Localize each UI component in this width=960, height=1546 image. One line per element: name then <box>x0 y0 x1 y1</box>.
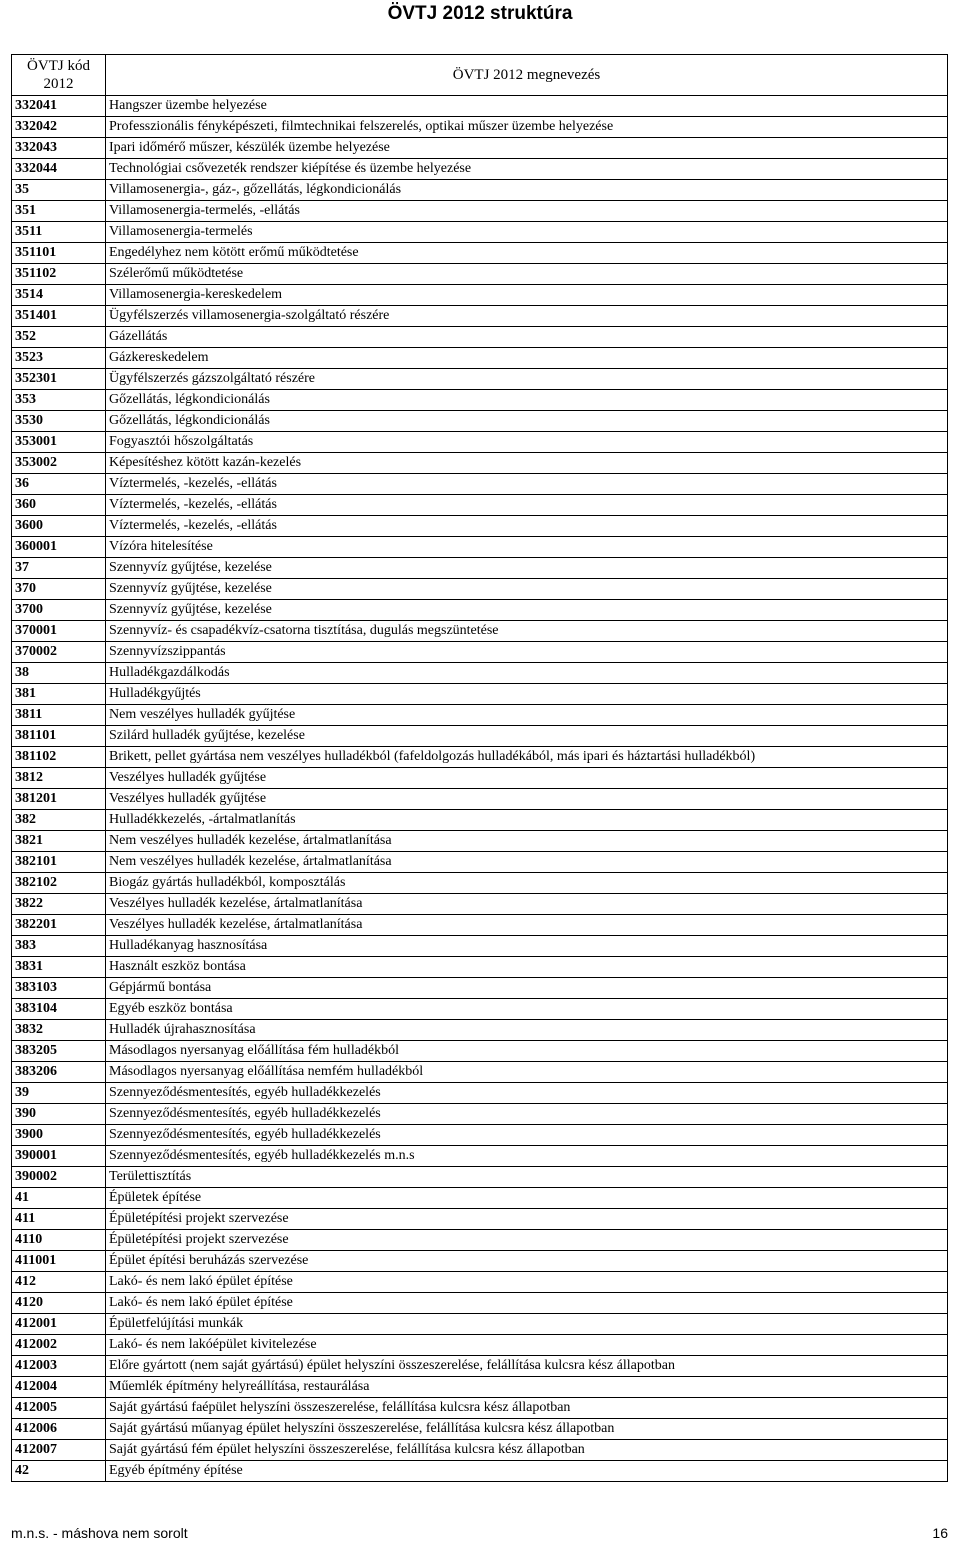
row-name: Lakó- és nem lakó épület építése <box>106 1293 948 1314</box>
table-row <box>12 537 948 558</box>
row-code: 3600 <box>12 516 106 537</box>
row-name: Másodlagos nyersanyag előállítása fém hulladékból <box>106 1041 948 1062</box>
table-row <box>12 285 948 306</box>
table-row <box>12 306 948 327</box>
row-code: 351401 <box>12 306 106 327</box>
row-name: Ügyfélszerzés villamosenergia-szolgáltató részére <box>106 306 948 327</box>
row-code: 412 <box>12 1272 106 1293</box>
row-code: 390 <box>12 1104 106 1125</box>
table-row <box>12 1293 948 1314</box>
table-row <box>12 1251 948 1272</box>
row-name: Épületépítési projekt szervezése <box>106 1230 948 1251</box>
row-code: 383 <box>12 936 106 957</box>
table-row <box>12 348 948 369</box>
table-row <box>12 579 948 600</box>
row-code: 352301 <box>12 369 106 390</box>
row-code: 3821 <box>12 831 106 852</box>
table-row <box>12 327 948 348</box>
row-code: 412005 <box>12 1398 106 1419</box>
row-code: 3832 <box>12 1020 106 1041</box>
row-name: Használt eszköz bontása <box>106 957 948 978</box>
table-row <box>12 957 948 978</box>
table-row <box>12 1335 948 1356</box>
header-code-line2: 2012 <box>43 76 74 92</box>
row-code: 3812 <box>12 768 106 789</box>
row-name: Szennyvíz gyűjtése, kezelése <box>106 579 948 600</box>
row-code: 412001 <box>12 1314 106 1335</box>
row-code: 382102 <box>12 873 106 894</box>
row-code: 332041 <box>12 96 106 117</box>
row-name: Gázkereskedelem <box>106 348 948 369</box>
row-code: 4120 <box>12 1293 106 1314</box>
row-code: 332043 <box>12 138 106 159</box>
table-row <box>12 915 948 936</box>
row-code: 353002 <box>12 453 106 474</box>
table-row <box>12 222 948 243</box>
row-code: 41 <box>12 1188 106 1209</box>
row-code: 332042 <box>12 117 106 138</box>
row-code: 383104 <box>12 999 106 1020</box>
table-row <box>12 621 948 642</box>
table-row <box>12 894 948 915</box>
row-code: 381101 <box>12 726 106 747</box>
row-code: 37 <box>12 558 106 579</box>
row-code: 351101 <box>12 243 106 264</box>
row-name: Vízóra hitelesítése <box>106 537 948 558</box>
row-code: 383103 <box>12 978 106 999</box>
row-name: Gépjármű bontása <box>106 978 948 999</box>
row-name: Nem veszélyes hulladék kezelése, ártalmatlanítása <box>106 852 948 873</box>
table-row <box>12 390 948 411</box>
table-row <box>12 495 948 516</box>
row-code: 382 <box>12 810 106 831</box>
row-name: Hulladékkezelés, -ártalmatlanítás <box>106 810 948 831</box>
row-name: Szélerőmű működtetése <box>106 264 948 285</box>
row-name: Saját gyártású műanyag épület helyszíni összeszerelése, felállítása kulcsra kész állapotban <box>106 1419 948 1440</box>
row-code: 3700 <box>12 600 106 621</box>
table-row <box>12 453 948 474</box>
row-name: Víztermelés, -kezelés, -ellátás <box>106 495 948 516</box>
table-row <box>12 747 948 768</box>
table-row <box>12 852 948 873</box>
row-code: 4110 <box>12 1230 106 1251</box>
table-row <box>12 684 948 705</box>
row-name: Veszélyes hulladék gyűjtése <box>106 768 948 789</box>
row-name: Egyéb építmény építése <box>106 1461 948 1482</box>
row-code: 3514 <box>12 285 106 306</box>
row-name: Szennyeződésmentesítés, egyéb hulladékkezelés m.n.s <box>106 1146 948 1167</box>
row-name: Villamosenergia-kereskedelem <box>106 285 948 306</box>
row-name: Szennyeződésmentesítés, egyéb hulladékkezelés <box>106 1125 948 1146</box>
table-row <box>12 726 948 747</box>
row-name: Villamosenergia-termelés <box>106 222 948 243</box>
table-header <box>12 55 948 96</box>
table-row <box>12 1188 948 1209</box>
row-name: Lakó- és nem lakó épület építése <box>106 1272 948 1293</box>
row-name: Képesítéshez kötött kazán-kezelés <box>106 453 948 474</box>
table-row <box>12 600 948 621</box>
table-row <box>12 1167 948 1188</box>
row-name: Professzionális fényképészeti, filmtechnikai felszerelés, optikai műszer üzembe helyezése <box>106 117 948 138</box>
row-code: 42 <box>12 1461 106 1482</box>
row-name: Ügyfélszerzés gázszolgáltató részére <box>106 369 948 390</box>
table-row <box>12 159 948 180</box>
row-code: 36 <box>12 474 106 495</box>
row-name: Saját gyártású fém épület helyszíni összeszerelése, felállítása kulcsra kész állapotban <box>106 1440 948 1461</box>
table-row <box>12 831 948 852</box>
table-row <box>12 516 948 537</box>
table-row <box>12 369 948 390</box>
row-code: 382101 <box>12 852 106 873</box>
table-row <box>12 1125 948 1146</box>
row-code: 353001 <box>12 432 106 453</box>
table-row <box>12 1041 948 1062</box>
row-name: Hulladékanyag hasznosítása <box>106 936 948 957</box>
row-code: 370001 <box>12 621 106 642</box>
row-name: Gőzellátás, légkondicionálás <box>106 411 948 432</box>
row-name: Másodlagos nyersanyag előállítása nemfém hulladékból <box>106 1062 948 1083</box>
row-name: Egyéb eszköz bontása <box>106 999 948 1020</box>
header-code-line1: ÖVTJ kód <box>27 58 90 74</box>
table-row <box>12 663 948 684</box>
row-code: 382201 <box>12 915 106 936</box>
row-code: 38 <box>12 663 106 684</box>
row-code: 412007 <box>12 1440 106 1461</box>
row-code: 351102 <box>12 264 106 285</box>
row-code: 360001 <box>12 537 106 558</box>
row-code: 412006 <box>12 1419 106 1440</box>
row-name: Technológiai csővezeték rendszer kiépítése és üzembe helyezése <box>106 159 948 180</box>
row-name: Szennyvízszippantás <box>106 642 948 663</box>
row-code: 3831 <box>12 957 106 978</box>
row-name: Víztermelés, -kezelés, -ellátás <box>106 474 948 495</box>
row-name: Biogáz gyártás hulladékból, komposztálás <box>106 873 948 894</box>
row-name: Villamosenergia-termelés, -ellátás <box>106 201 948 222</box>
row-name: Veszélyes hulladék kezelése, ártalmatlanítása <box>106 915 948 936</box>
row-name: Fogyasztói hőszolgáltatás <box>106 432 948 453</box>
row-name: Szennyvíz- és csapadékvíz-csatorna tisztítása, dugulás megszüntetése <box>106 621 948 642</box>
table-row <box>12 1062 948 1083</box>
row-name: Brikett, pellet gyártása nem veszélyes hulladékból (fafeldolgozás hulladékából, más ipari és háztartási hulladékból) <box>106 747 948 768</box>
row-code: 360 <box>12 495 106 516</box>
row-name: Előre gyártott (nem saját gyártású) épület helyszíni összeszerelése, felállítása kulcsra kész állapotban <box>106 1356 948 1377</box>
table-row <box>12 1440 948 1461</box>
table-row <box>12 768 948 789</box>
table-row <box>12 705 948 726</box>
table-row <box>12 789 948 810</box>
row-code: 390001 <box>12 1146 106 1167</box>
table-row <box>12 1104 948 1125</box>
table-row <box>12 1377 948 1398</box>
row-name: Szennyeződésmentesítés, egyéb hulladékkezelés <box>106 1104 948 1125</box>
row-name: Ipari időmérő műszer, készülék üzembe helyezése <box>106 138 948 159</box>
table-row <box>12 810 948 831</box>
table-row <box>12 1461 948 1482</box>
table-row <box>12 117 948 138</box>
row-name: Villamosenergia-, gáz-, gőzellátás, légkondicionálás <box>106 180 948 201</box>
table-row <box>12 1209 948 1230</box>
table-row <box>12 978 948 999</box>
row-code: 351 <box>12 201 106 222</box>
row-code: 3530 <box>12 411 106 432</box>
footer-note: m.n.s. - máshova nem sorolt <box>11 1525 188 1541</box>
row-name: Engedélyhez nem kötött erőmű működtetése <box>106 243 948 264</box>
row-name: Szennyvíz gyűjtése, kezelése <box>106 600 948 621</box>
row-name: Épületépítési projekt szervezése <box>106 1209 948 1230</box>
table-row <box>12 873 948 894</box>
row-name: Gázellátás <box>106 327 948 348</box>
row-code: 383205 <box>12 1041 106 1062</box>
table-row <box>12 558 948 579</box>
row-code: 381201 <box>12 789 106 810</box>
row-name: Hangszer üzembe helyezése <box>106 96 948 117</box>
table-row <box>12 1146 948 1167</box>
table-row <box>12 642 948 663</box>
table-row <box>12 474 948 495</box>
row-name: Műemlék építmény helyreállítása, restaurálása <box>106 1377 948 1398</box>
table-row <box>12 243 948 264</box>
row-code: 370 <box>12 579 106 600</box>
row-name: Szennyeződésmentesítés, egyéb hulladékkezelés <box>106 1083 948 1104</box>
table-row <box>12 1419 948 1440</box>
row-code: 412002 <box>12 1335 106 1356</box>
row-name: Épületek építése <box>106 1188 948 1209</box>
row-name: Saját gyártású faépület helyszíni összeszerelése, felállítása kulcsra kész állapotban <box>106 1398 948 1419</box>
row-name: Épületfelújítási munkák <box>106 1314 948 1335</box>
table-row <box>12 999 948 1020</box>
row-code: 381102 <box>12 747 106 768</box>
table-row <box>12 1272 948 1293</box>
row-name: Hulladék újrahasznosítása <box>106 1020 948 1041</box>
row-code: 3811 <box>12 705 106 726</box>
row-name: Nem veszélyes hulladék kezelése, ártalmatlanítása <box>106 831 948 852</box>
row-code: 383206 <box>12 1062 106 1083</box>
table-row <box>12 138 948 159</box>
row-name: Hulladékgazdálkodás <box>106 663 948 684</box>
table-row <box>12 1398 948 1419</box>
row-code: 3822 <box>12 894 106 915</box>
row-code: 353 <box>12 390 106 411</box>
row-code: 381 <box>12 684 106 705</box>
row-name: Víztermelés, -kezelés, -ellátás <box>106 516 948 537</box>
table-row <box>12 201 948 222</box>
row-name: Szennyvíz gyűjtése, kezelése <box>106 558 948 579</box>
row-code: 332044 <box>12 159 106 180</box>
row-name: Veszélyes hulladék gyűjtése <box>106 789 948 810</box>
page-number: 16 <box>932 1525 948 1541</box>
row-code: 3511 <box>12 222 106 243</box>
table-row <box>12 264 948 285</box>
row-name: Nem veszélyes hulladék gyűjtése <box>106 705 948 726</box>
row-name: Lakó- és nem lakóépület kivitelezése <box>106 1335 948 1356</box>
table-row <box>12 432 948 453</box>
table-row <box>12 1230 948 1251</box>
header-code <box>12 55 106 96</box>
row-code: 3900 <box>12 1125 106 1146</box>
row-name: Gőzellátás, légkondicionálás <box>106 390 948 411</box>
table-row <box>12 1356 948 1377</box>
table-body <box>12 96 948 1482</box>
row-code: 411001 <box>12 1251 106 1272</box>
row-code: 3523 <box>12 348 106 369</box>
row-name: Épület építési beruházás szervezése <box>106 1251 948 1272</box>
row-code: 412004 <box>12 1377 106 1398</box>
row-code: 370002 <box>12 642 106 663</box>
row-name: Területtisztítás <box>106 1167 948 1188</box>
row-code: 39 <box>12 1083 106 1104</box>
classification-table <box>11 54 948 1482</box>
table-row <box>12 936 948 957</box>
table-row <box>12 411 948 432</box>
row-name: Veszélyes hulladék kezelése, ártalmatlanítása <box>106 894 948 915</box>
page-title: ÖVTJ 2012 struktúra <box>387 3 573 24</box>
row-code: 390002 <box>12 1167 106 1188</box>
row-code: 412003 <box>12 1356 106 1377</box>
table-row <box>12 1083 948 1104</box>
header-name: ÖVTJ 2012 megnevezés <box>106 55 948 96</box>
table-row <box>12 180 948 201</box>
table-row <box>12 1314 948 1335</box>
row-code: 411 <box>12 1209 106 1230</box>
table-row <box>12 1020 948 1041</box>
row-name: Szilárd hulladék gyűjtése, kezelése <box>106 726 948 747</box>
row-code: 352 <box>12 327 106 348</box>
row-name: Hulladékgyűjtés <box>106 684 948 705</box>
table-row <box>12 96 948 117</box>
row-code: 35 <box>12 180 106 201</box>
